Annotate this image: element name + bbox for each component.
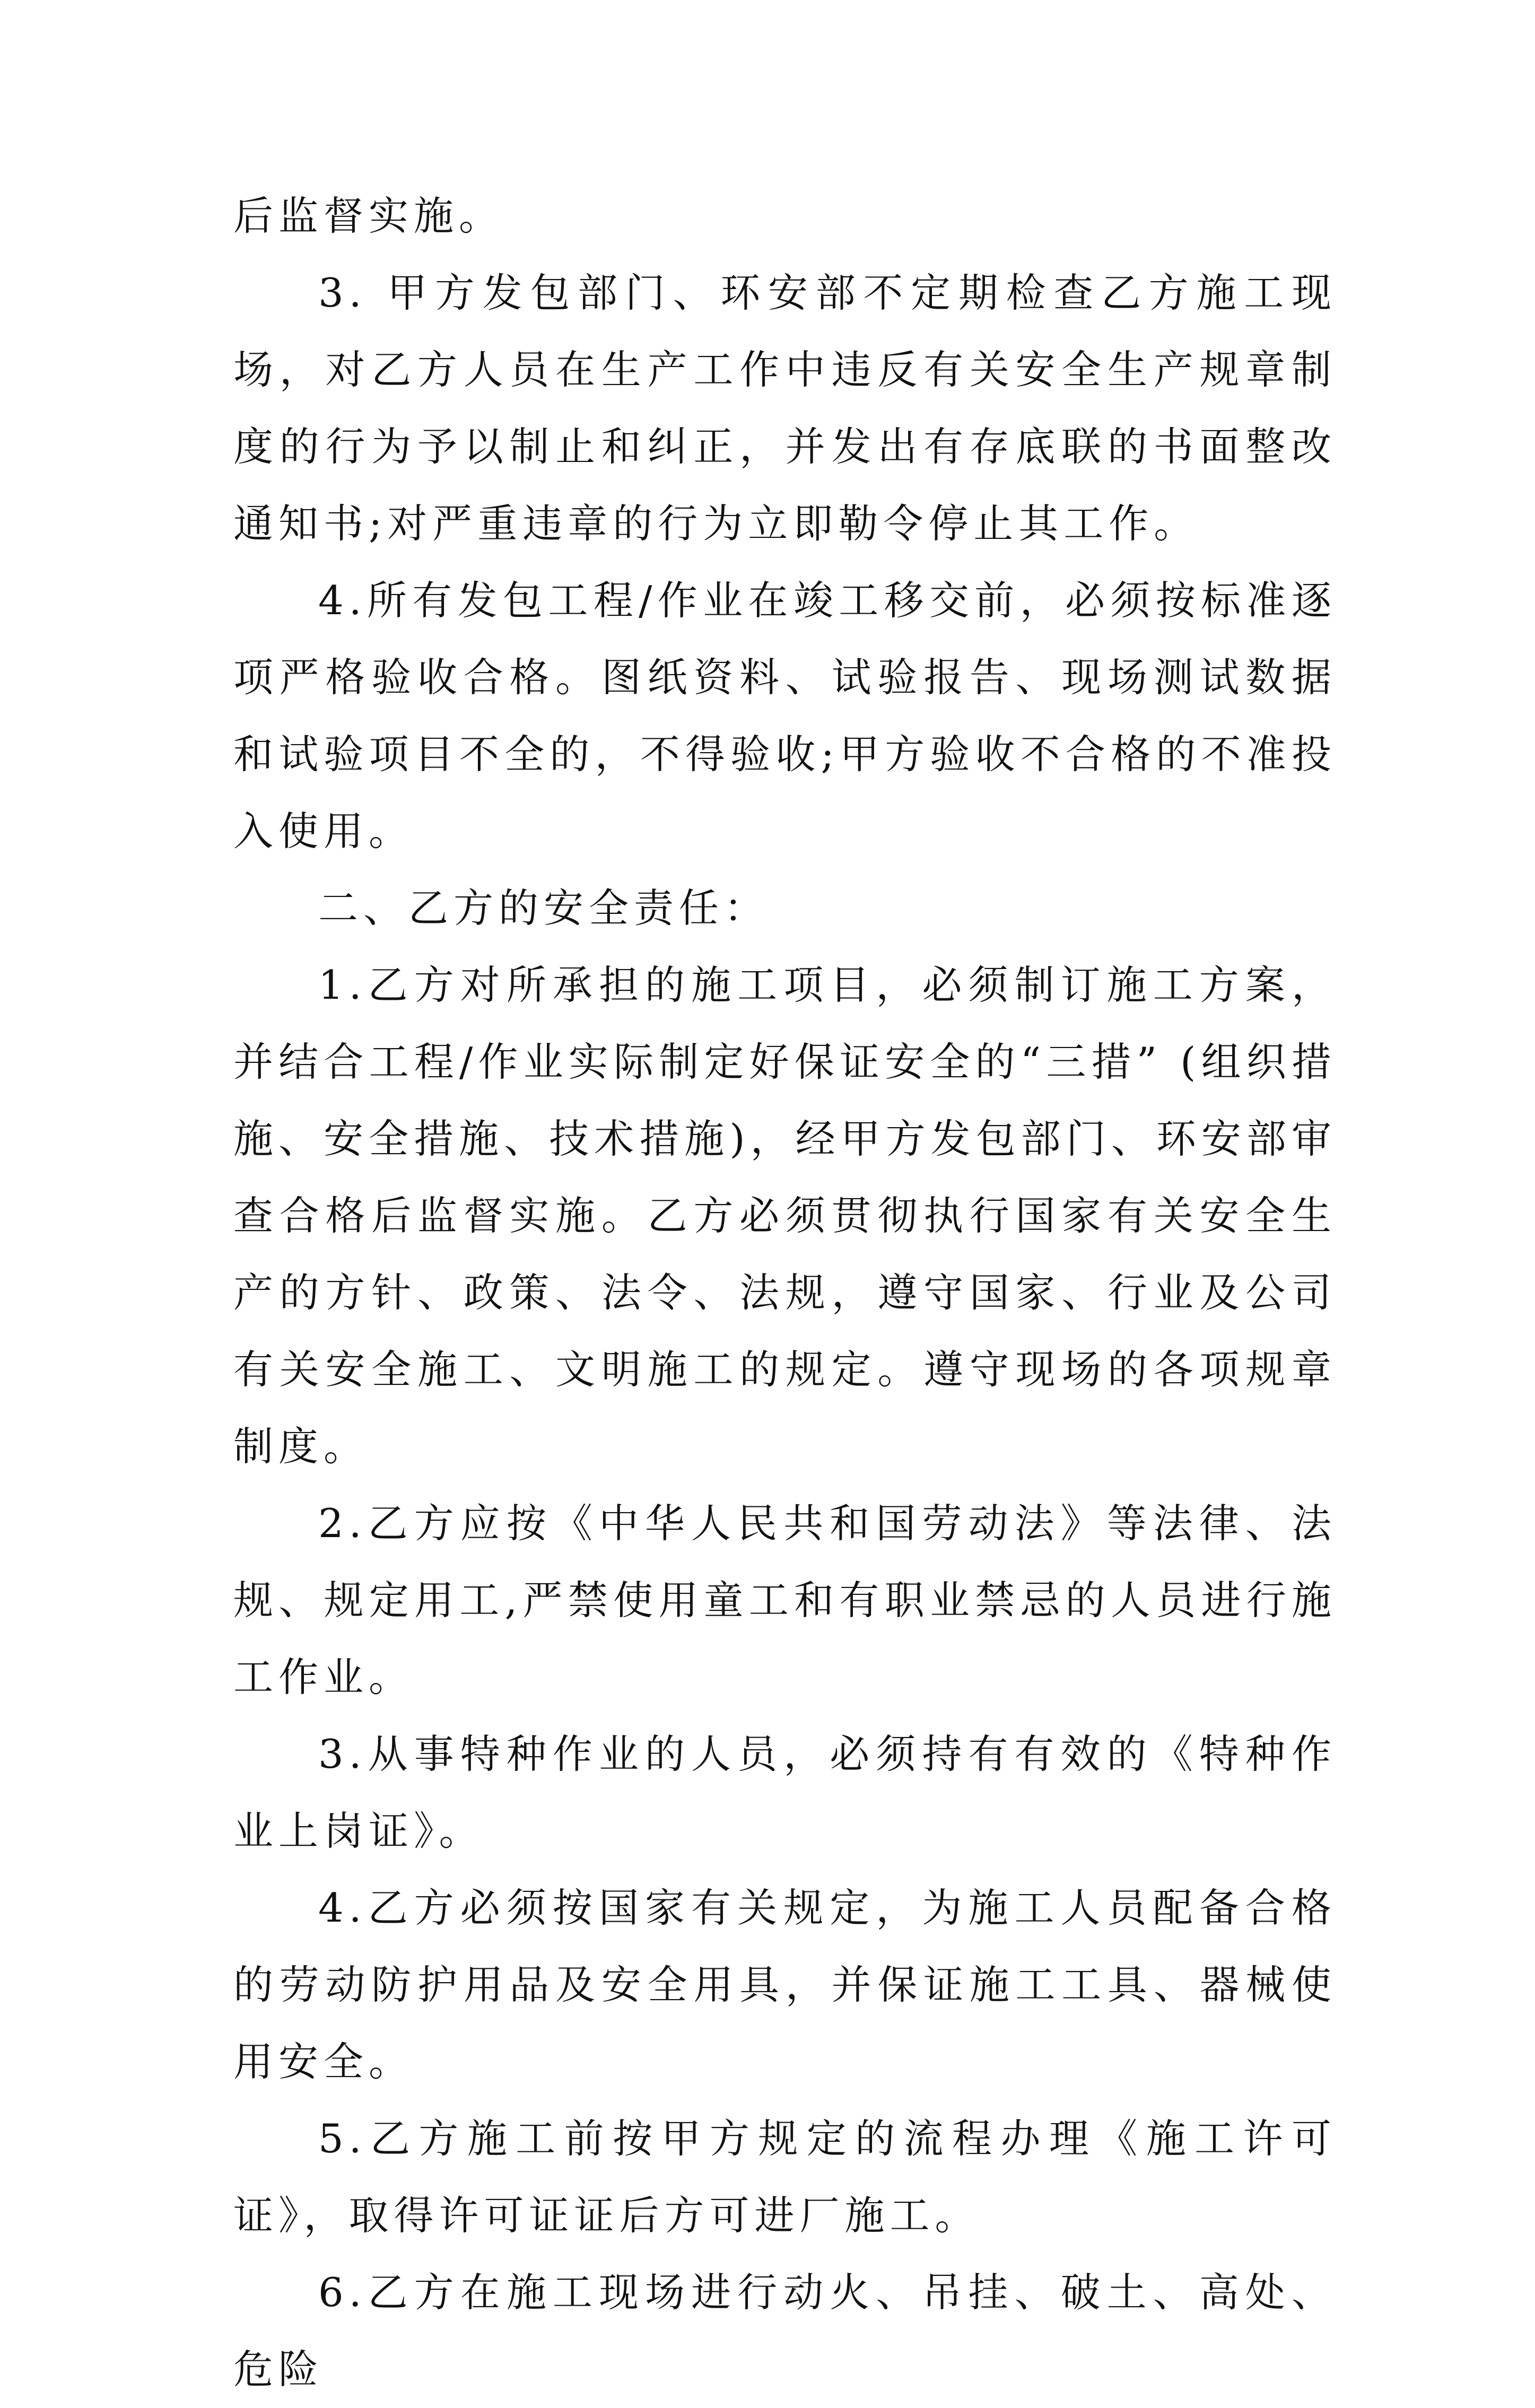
paragraph-continuation: 后监督实施。 [233,193,504,239]
paragraph-b-clause-2: 2.乙方应按《中华人民共和国劳动法》等法律、法规、规定用工,严禁使用童工和有职业禁忌的人员进行施工作业。 [233,1500,1337,1700]
document-body [233,178,1337,2408]
paragraph-b-clause-1: 1.乙方对所承担的施工项目，必须制订施工方案，并结合工程/作业实际制定好保证安全的“三措” (组织措施、安全措施、技术措施)，经甲方发包部门、环安部审查合格后监督实施。乙方必须贯彻执行国家有关安全生产的方针、政策、法令、法规，遵守国家、行业及公司有关安全施工、文明施工的规定。遵守现场的各项规章制度。 [233,962,1337,1470]
section-heading-party-b: 二、乙方的安全责任： [318,885,770,931]
paragraph-clause-3-inspection: 3. 甲方发包部门、环安部不定期检查乙方施工现场，对乙方人员在生产工作中违反有关安全生产规章制度的行为予以制止和纠正，并发出有存底联的书面整改通知书;对严重违章的行为立即勒令停止其工作。 [233,269,1337,547]
paragraph-b-clause-6: 6.乙方在施工现场进行动火、吊挂、破土、高处、危险 [233,2269,1337,2393]
paragraph-b-clause-3: 3.从事特种作业的人员，必须持有有效的《特种作业上岗证》。 [233,1731,1337,1854]
paragraph-clause-4-acceptance: 4.所有发包工程/作业在竣工移交前，必须按标准逐项严格验收合格。图纸资料、试验报告、现场测试数据和试验项目不全的，不得验收;甲方验收不合格的不准投入使用。 [233,577,1337,854]
paragraph-b-clause-4: 4.乙方必须按国家有关规定，为施工人员配备合格的劳动防护用品及安全用具，并保证施工工具、器械使用安全。 [233,1884,1337,2085]
paragraph-b-clause-5: 5.乙方施工前按甲方规定的流程办理《施工许可证》，取得许可证证后方可进厂施工。 [233,2115,1337,2239]
